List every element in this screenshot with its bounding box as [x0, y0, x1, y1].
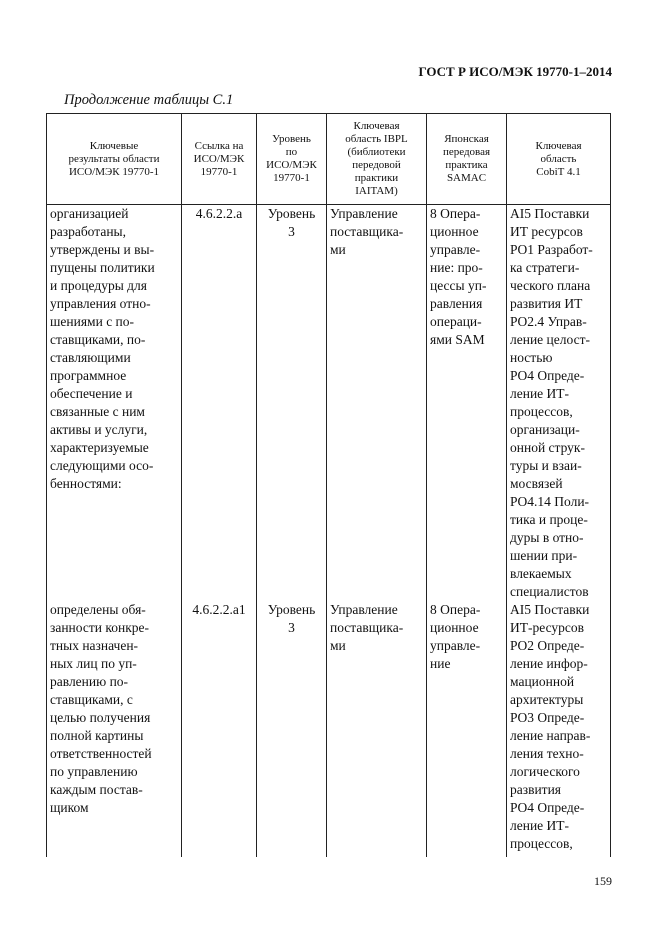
cell-reference: 4.6.2.2.a1	[182, 601, 257, 857]
standard-header: ГОСТ Р ИСО/МЭК 19770-1–2014	[418, 64, 612, 79]
cell-cobit: AI5 Поставки ИТ ресурсов PO1 Разработ- ка стратеги- ческого плана развития ИТ PO2.4 Управ- ление целост- ностью PO4 Опреде- ление ИТ- процессов, организаци- онной струк- туры и взаи- мосвязей PO4.14 Поли- тика и проце- дуры в отно- шении при- влекаемых специалистов	[507, 205, 611, 602]
page-number: 159	[594, 874, 612, 888]
cell-key-result: определены обя- занности конкре- тных назначен- ных лиц по уп- равлению по- ставщиками, с целью получения полной картины ответственностей по управлению каждым постав- щиком	[47, 601, 182, 857]
cell-cobit: AI5 Поставки ИТ-ресурсов PO2 Опреде- ление инфор- мационной архитектуры PO3 Опреде- ление направ- ления техно- логического развития PO4 Опреде- ление ИТ- процессов,	[507, 601, 611, 857]
column-header-level: Уровень по ИСО/МЭК 19770-1	[257, 114, 327, 205]
cell-ibpl: Управление поставщика- ми	[327, 205, 427, 602]
comparison-table	[46, 113, 611, 857]
cell-reference: 4.6.2.2.a	[182, 205, 257, 602]
column-header-samac: Японская передовая практика SAMAC	[427, 114, 507, 205]
column-header-cobit: Ключевая область CobiT 4.1	[507, 114, 611, 205]
cell-level: Уровень 3	[257, 205, 327, 602]
cell-ibpl: Управление поставщика- ми	[327, 601, 427, 857]
column-header-ibpl: Ключевая область IBPL (библиотеки передовой практики IAITAM)	[327, 114, 427, 205]
cell-key-result: организацией разработаны, утверждены и вы- пущены политики и процедуры для управления отно- шениями с по- ставщиками, по- ставляющими программное обеспечение и связанные с ним активы и услуги, характеризуемые следующими осо- бенностями:	[47, 205, 182, 602]
column-header-key-results: Ключевые результаты области ИСО/МЭК 19770-1	[47, 114, 182, 205]
table-continuation-caption: Продолжение таблицы С.1	[64, 92, 234, 108]
table-row	[47, 601, 611, 857]
table-header-row	[47, 114, 611, 205]
table-row	[47, 205, 611, 602]
cell-level: Уровень 3	[257, 601, 327, 857]
cell-samac: 8 Опера- ционное управле- ние	[427, 601, 507, 857]
cell-samac: 8 Опера- ционное управле- ние: про- цессы уп- равления операци- ями SAM	[427, 205, 507, 602]
column-header-reference: Ссылка на ИСО/МЭК 19770-1	[182, 114, 257, 205]
